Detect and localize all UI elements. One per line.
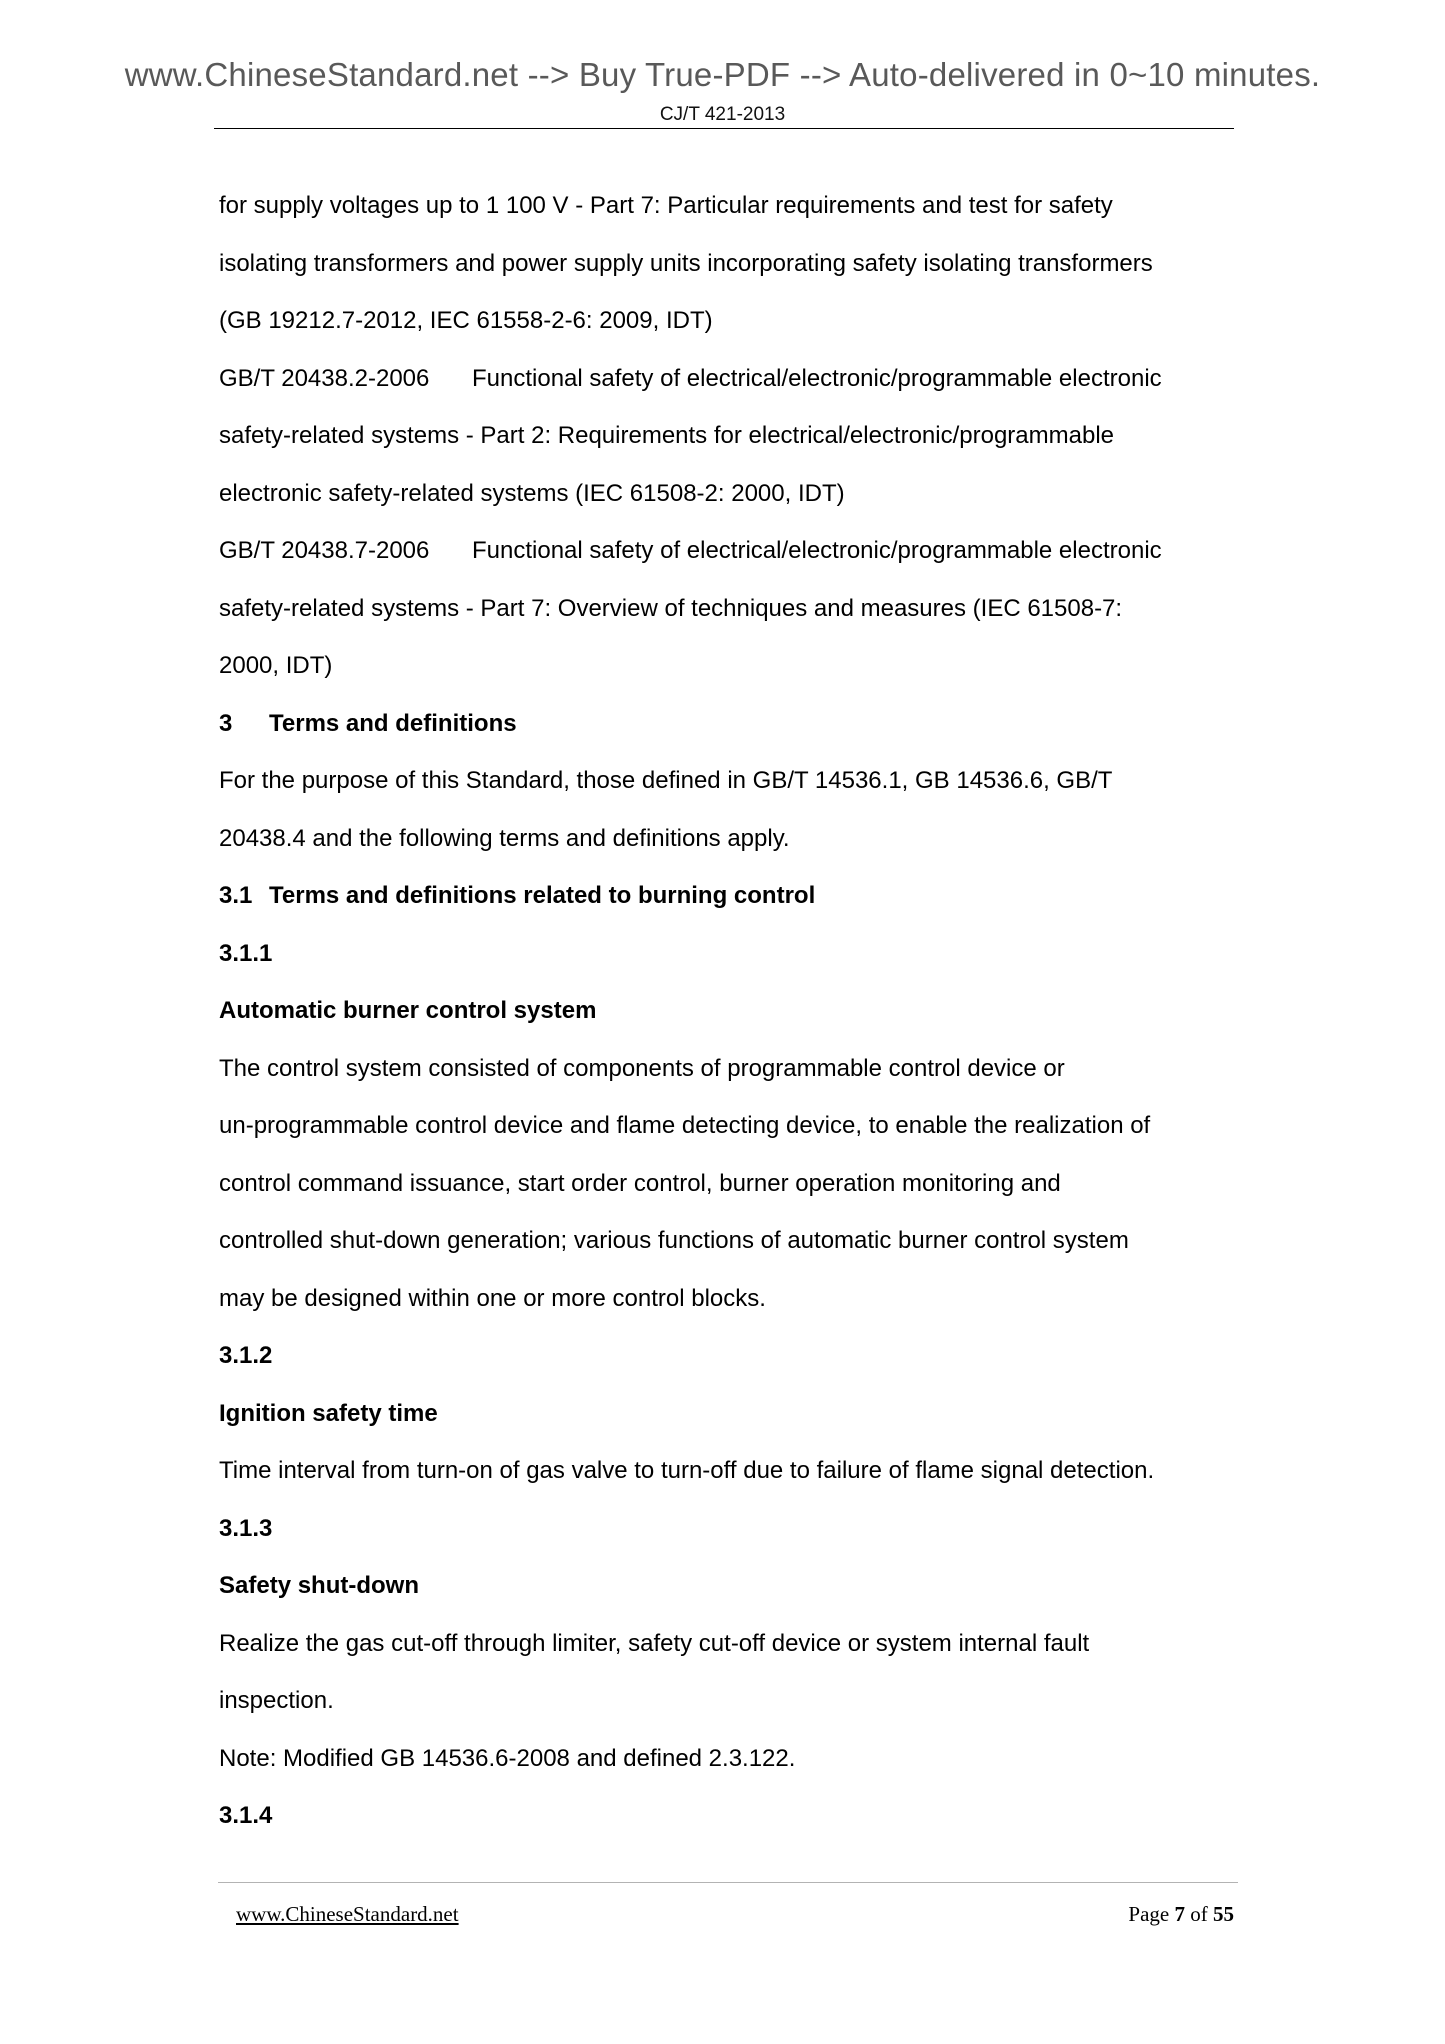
footer-divider [218, 1882, 1238, 1883]
definition-line: may be designed within one or more control blocks. [219, 1284, 766, 1312]
header-divider [214, 128, 1234, 129]
definition-line: inspection. [219, 1687, 334, 1714]
reference-text-line: safety-related systems - Part 2: Requirements for electrical/electronic/programmable [219, 422, 1115, 449]
term-title: Ignition safety time [219, 1399, 438, 1427]
term-title: Automatic burner control system [219, 997, 597, 1024]
definition-line: controlled shut-down generation; various functions of automatic burner control system [219, 1227, 1129, 1254]
reference-entry [219, 350, 1219, 408]
page-current: 7 [1174, 1902, 1185, 1926]
definition-line: un-programmable control device and flame detecting device, to enable the realization of [219, 1112, 1151, 1139]
footer-website-link[interactable]: www.ChineseStandard.net [236, 1902, 459, 1926]
ref-continuation-line: (GB 19212.7-2012, IEC 61558-2-6: 2009, IDT) [219, 307, 713, 334]
standard-code: CJ/T 421-2013 [659, 104, 786, 125]
term-number: 3.1.1 [219, 939, 273, 967]
page-of: of [1190, 1902, 1208, 1926]
definition-line: The control system consisted of components of programmable control device or [219, 1054, 1065, 1082]
ref-continuation-line: isolating transformers and power supply units incorporating safety isolating transformers [219, 249, 1153, 277]
reference-text: Functional safety of electrical/electronic/programmable electronic [472, 364, 1162, 392]
document-body [219, 177, 1219, 1845]
reference-text-line: 2000, IDT) [219, 652, 333, 679]
definition-line: control command issuance, start order control, burner operation monitoring and [219, 1169, 1061, 1197]
term-title: Safety shut-down [219, 1572, 420, 1599]
term-number: 3.1.4 [219, 1802, 273, 1829]
page-total: 55 [1213, 1902, 1234, 1926]
reference-entry [219, 522, 1219, 580]
paragraph-line: 20438.4 and the following terms and definitions apply. [219, 824, 790, 852]
page-label: Page [1128, 1902, 1170, 1926]
term-number: 3.1.3 [219, 1514, 273, 1542]
header-banner: www.ChineseStandard.net --> Buy True-PDF --> Auto-delivered in 0~10 minutes. [124, 56, 1321, 93]
page-indicator [1128, 1902, 1234, 1927]
definition-line: Time interval from turn-on of gas valve to turn-off due to failure of flame signal detection. [219, 1457, 1155, 1484]
definition-note: Note: Modified GB 14536.6-2008 and defined 2.3.122. [219, 1744, 796, 1772]
subsection-heading [219, 867, 1219, 925]
section-heading [219, 695, 1219, 753]
subsection-number: 3.1 [219, 882, 253, 909]
ref-continuation-line: for supply voltages up to 1 100 V - Part 7: Particular requirements and test for safety [219, 192, 1113, 219]
paragraph-line: For the purpose of this Standard, those defined in GB/T 14536.1, GB 14536.6, GB/T [219, 767, 1113, 794]
reference-code: GB/T 20438.7-2006 [219, 537, 430, 564]
section-title: Terms and definitions [269, 709, 517, 737]
reference-text-line: safety-related systems - Part 7: Overview of techniques and measures (IEC 61508-7: [219, 594, 1123, 622]
section-number: 3 [219, 709, 233, 737]
reference-text-line: electronic safety-related systems (IEC 61508-2: 2000, IDT) [219, 479, 845, 507]
subsection-title: Terms and definitions related to burning control [269, 882, 816, 909]
reference-code: GB/T 20438.2-2006 [219, 364, 430, 392]
reference-text: Functional safety of electrical/electronic/programmable electronic [472, 537, 1162, 564]
definition-line: Realize the gas cut-off through limiter, safety cut-off device or system internal fault [219, 1629, 1090, 1657]
term-number: 3.1.2 [219, 1342, 273, 1369]
